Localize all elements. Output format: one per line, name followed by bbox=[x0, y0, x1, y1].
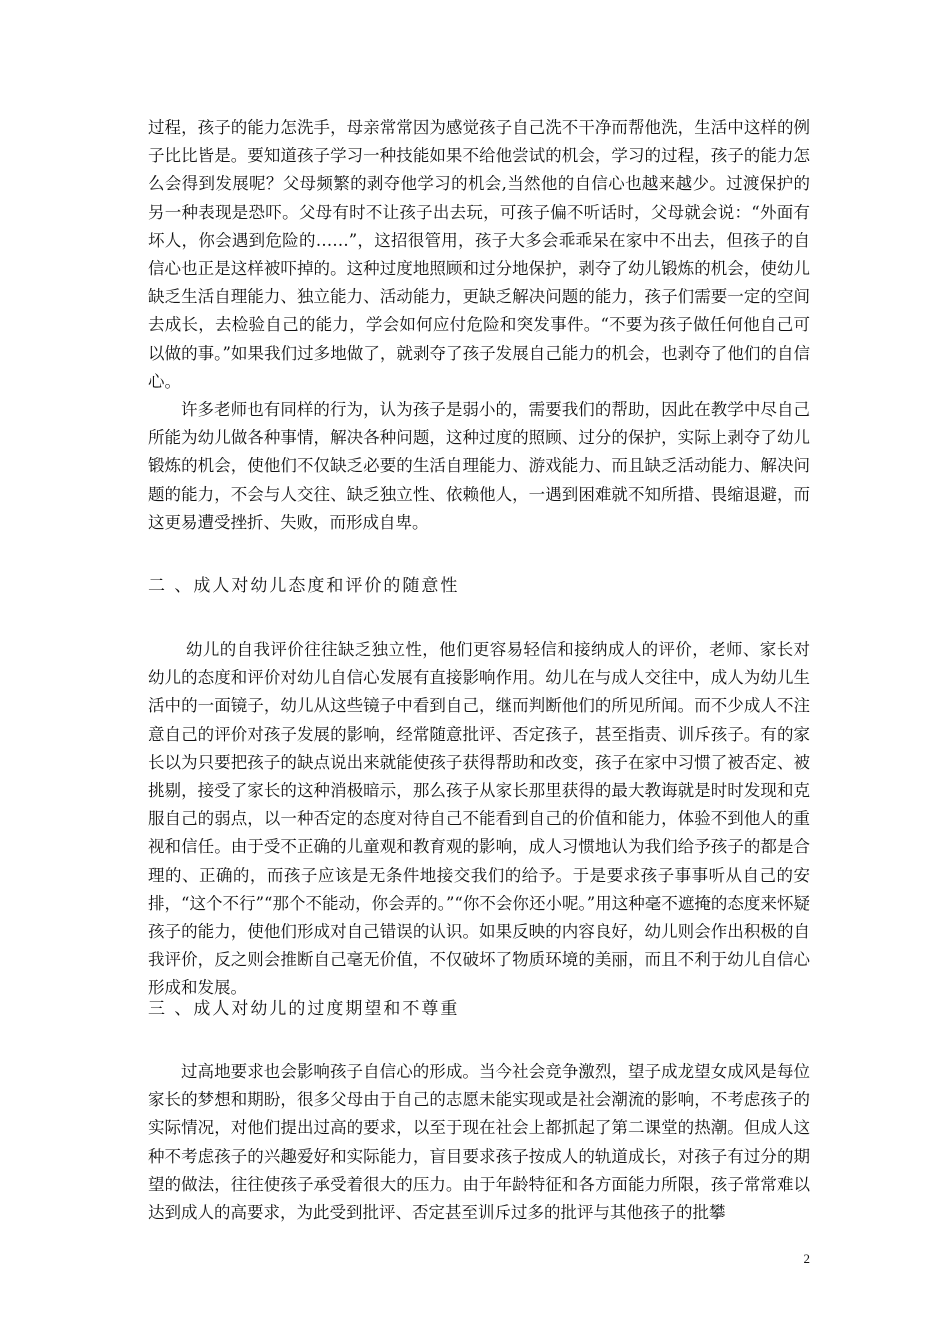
body-text-section-1 bbox=[148, 114, 810, 537]
section-heading-3: 三 、成人对幼儿的过度期望和不尊重 bbox=[148, 999, 460, 1019]
body-text-section-3 bbox=[148, 1058, 810, 1227]
paragraph-teachers: 许多老师也有同样的行为，认为孩子是弱小的，需要我们的帮助，因此在教学中尽自己所能为幼儿做各种事情，解决各种问题，这种过度的照顾、过分的保护，实际上剥夺了幼儿锻炼的机会，使他们不仅缺乏必要的生活自理能力、游戏能力、而且缺乏活动能力、解决问题的能力，不会与人交往、缺乏独立性、依赖他人，一遇到困难就不知所措、畏缩退避，而这更易遭受挫折、失败，而形成自卑。 bbox=[148, 400, 810, 532]
section-heading-2: 二 、成人对幼儿态度和评价的随意性 bbox=[148, 576, 460, 596]
page-number: 2 bbox=[803, 1251, 810, 1266]
body-text-section-2 bbox=[148, 636, 810, 1003]
paragraph-overprotection: 过程，孩子的能力怎洗手，母亲常常因为感觉孩子自己洗不干净而帮他洗，生活中这样的例子比比皆是。要知道孩子学习一种技能如果不给他尝试的机会，学习的过程，孩子的能力怎么会得到发展呢？父母频繁的剥夺他学习的机会,当然他的自信心也越来越少。过渡保护的另一种表现是恐吓。父母有时不让孩子出去玩，可孩子偏不听话时，父母就会说：“外面有坏人，你会遇到危险的……”，这招很管用，孩子大多会乖乖呆在家中不出去，但孩子的自信心也正是这样被吓掉的。这种过度地照顾和过分地保护，剥夺了幼儿锻炼的机会，使幼儿缺乏生活自理能力、独立能力、活动能力，更缺乏解决问题的能力，孩子们需要一定的空间去成长，去检验自己的能力，学会如何应付危险和突发事件。“不要为孩子做任何他自己可以做的事。”如果我们过多地做了，就剥夺了孩子发展自己能力的机会，也剥夺了他们的自信心。 bbox=[148, 118, 810, 391]
paragraph-evaluation: 幼儿的自我评价往往缺乏独立性，他们更容易轻信和接纳成人的评价，老师、家长对幼儿的态度和评价对幼儿自信心发展有直接影响作用。幼儿在与成人交往中，成人为幼儿生活中的一面镜子，幼儿从这些镜子中看到自己，继而判断他们的所见所闻。而不少成人不注意自己的评价对孩子发展的影响，经常随意批评、否定孩子，甚至指责、训斥孩子。有的家长以为只要把孩子的缺点说出来就能使孩子获得帮助和改变，孩子在家中习惯了被否定、被挑剔，接受了家长的这种消极暗示，那么孩子从家长那里获得的最大教诲就是时时发现和克服自己的弱点，以一种否定的态度对待自己不能看到自己的价值和能力，体验不到他人的重视和信任。由于受不正确的儿童观和教育观的影响，成人习惯地认为我们给予孩子的都是合理的、正确的，而孩子应该是无条件地接交我们的给予。于是要求孩子事事听从自己的安排，“这个不行”“那个不能动，你会弄的。”“你不会你还小呢。”用这种毫不遮掩的态度来怀疑孩子的能力，使他们形成对自己错误的认识。如果反映的内容良好，幼儿则会作出积极的自我评价，反之则会推断自己毫无价值，不仅破坏了物质环境的美丽，而且不利于幼儿自信心形成和发展。 bbox=[148, 640, 810, 998]
paragraph-expectations: 过高地要求也会影响孩子自信心的形成。当今社会竞争激烈，望子成龙望女成风是每位家长的梦想和期盼，很多父母由于自己的志愿未能实现或是社会潮流的影响，不考虑孩子的实际情况，对他们提出过高的要求，以至于现在社会上都抓起了第二课堂的热潮。但成人这种不考虑孩子的兴趣爱好和实际能力，盲目要求孩子按成人的轨道成长，对孩子有过分的期望的做法，往往使孩子承受着很大的压力。由于年龄特征和各方面能力所限，孩子常常难以达到成人的高要求，为此受到批评、否定甚至训斥过多的批评与其他孩子的批攀 bbox=[148, 1062, 810, 1223]
